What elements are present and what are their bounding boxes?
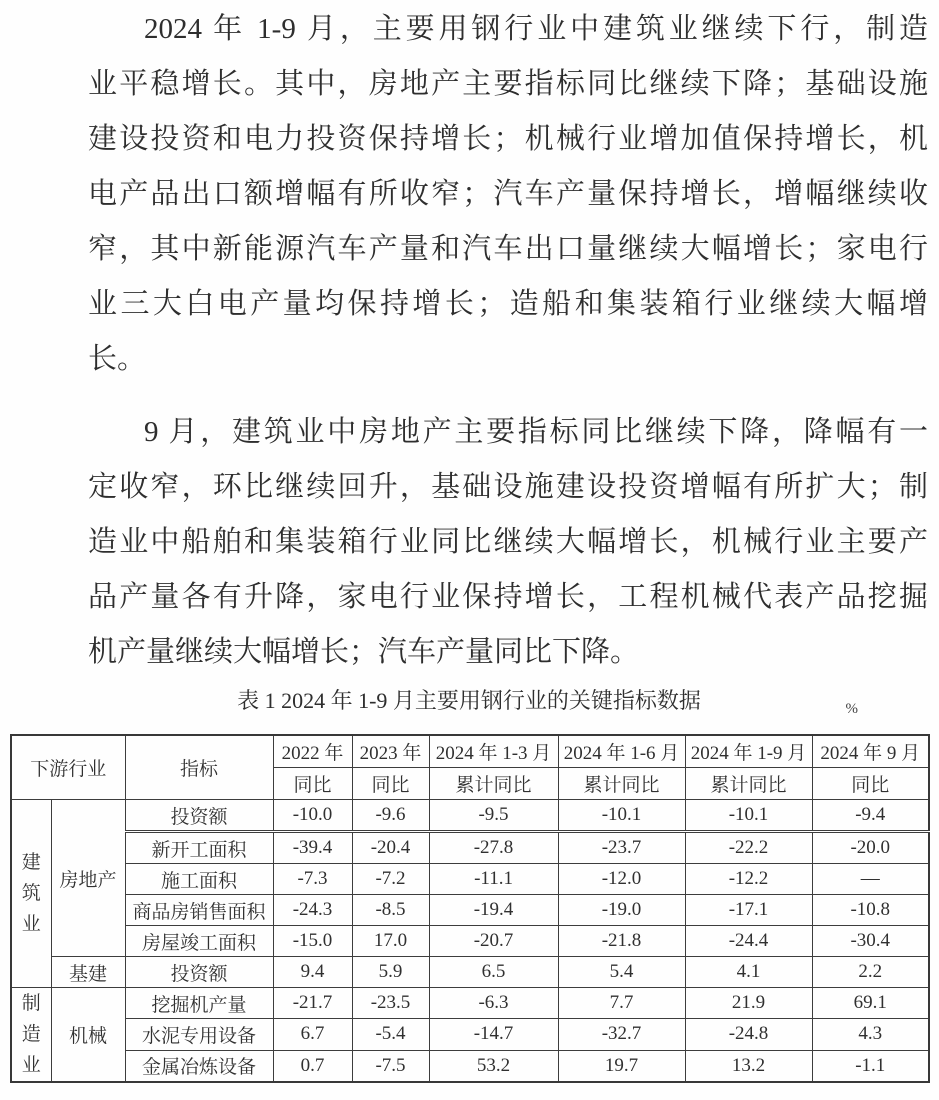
- header-period: 2024 年 9 月: [812, 735, 929, 768]
- header-period: 2024 年 1-9 月: [685, 735, 812, 768]
- value-cell: 6.7: [273, 1019, 352, 1050]
- value-cell: -19.4: [429, 895, 558, 926]
- value-cell: -39.4: [273, 832, 352, 864]
- text-line: 业平稳增长。其中，房地产主要指标同比继续下降；基础设施: [88, 68, 928, 100]
- sector-infrastructure: 基建: [51, 957, 125, 988]
- value-cell: -23.5: [352, 988, 429, 1019]
- percent-unit-label: %: [845, 701, 858, 717]
- header-metric: 累计同比: [685, 768, 812, 800]
- header-metric: 累计同比: [429, 768, 558, 800]
- paragraph-overview: [88, 2, 928, 387]
- value-cell: -9.6: [352, 800, 429, 832]
- header-indicator: 指标: [125, 735, 273, 800]
- value-cell: -1.1: [812, 1050, 929, 1082]
- value-cell: -30.4: [812, 926, 929, 957]
- header-period: 2023 年: [352, 735, 429, 768]
- value-cell: 17.0: [352, 926, 429, 957]
- text-line: 品产量各有升降，家电行业保持增长，工程机械代表产品挖掘: [88, 581, 928, 613]
- value-cell: -9.5: [429, 800, 558, 832]
- value-cell: -5.4: [352, 1019, 429, 1050]
- key-indicators-table: [10, 734, 930, 1083]
- table-row: [11, 926, 929, 957]
- text-line: 造业中船舶和集装箱行业同比继续大幅增长，机械行业主要产: [88, 526, 928, 558]
- value-cell: -20.7: [429, 926, 558, 957]
- value-cell: -21.8: [558, 926, 685, 957]
- value-cell: 21.9: [685, 988, 812, 1019]
- value-cell: -10.0: [273, 800, 352, 832]
- indicator-cell: 金属冶炼设备: [125, 1050, 273, 1082]
- value-cell: -24.4: [685, 926, 812, 957]
- value-cell: 5.4: [558, 957, 685, 988]
- value-cell: -8.5: [352, 895, 429, 926]
- header-period: 2024 年 1-3 月: [429, 735, 558, 768]
- indicator-cell: 投资额: [125, 957, 273, 988]
- value-cell: -15.0: [273, 926, 352, 957]
- industry-manufacturing: 制造业: [11, 988, 51, 1083]
- header-metric: 同比: [352, 768, 429, 800]
- value-cell: -27.8: [429, 832, 558, 864]
- value-cell: -24.8: [685, 1019, 812, 1050]
- value-cell: 53.2: [429, 1050, 558, 1082]
- value-cell: -7.5: [352, 1050, 429, 1082]
- table-row: [11, 957, 929, 988]
- indicator-cell: 商品房销售面积: [125, 895, 273, 926]
- value-cell: 4.1: [685, 957, 812, 988]
- header-metric: 同比: [273, 768, 352, 800]
- sector-machinery: 机械: [51, 988, 125, 1083]
- table-row: [11, 1050, 929, 1082]
- table-row: [11, 1019, 929, 1050]
- value-cell: —: [812, 864, 929, 895]
- value-cell: -22.2: [685, 832, 812, 864]
- text-line: 机产量继续大幅增长；汽车产量同比下降。: [88, 636, 640, 668]
- value-cell: -12.2: [685, 864, 812, 895]
- text-line: 窄，其中新能源汽车产量和汽车出口量继续大幅增长；家电行: [88, 233, 928, 265]
- industry-construction: 建筑业: [11, 800, 51, 988]
- value-cell: 2.2: [812, 957, 929, 988]
- value-cell: 5.9: [352, 957, 429, 988]
- text-line: 电产品出口额增幅有所收窄；汽车产量保持增长，增幅继续收: [88, 178, 928, 210]
- text-line: 建设投资和电力投资保持增长；机械行业增加值保持增长，机: [88, 123, 928, 155]
- value-cell: 13.2: [685, 1050, 812, 1082]
- value-cell: -11.1: [429, 864, 558, 895]
- indicator-cell: 挖掘机产量: [125, 988, 273, 1019]
- value-cell: -12.0: [558, 864, 685, 895]
- text-line: 9 月，建筑业中房地产主要指标同比继续下降，降幅有一: [144, 416, 928, 448]
- value-cell: -20.4: [352, 832, 429, 864]
- value-cell: 7.7: [558, 988, 685, 1019]
- value-cell: -7.3: [273, 864, 352, 895]
- table-caption: [10, 684, 928, 718]
- paragraph-september: [88, 405, 928, 680]
- value-cell: -10.8: [812, 895, 929, 926]
- table-caption-text: 表 1 2024 年 1-9 月主要用钢行业的关键指标数据: [237, 688, 701, 713]
- sector-real-estate: 房地产: [51, 800, 125, 957]
- value-cell: -6.3: [429, 988, 558, 1019]
- value-cell: -21.7: [273, 988, 352, 1019]
- value-cell: -17.1: [685, 895, 812, 926]
- indicator-cell: 新开工面积: [125, 832, 273, 864]
- table-row: [11, 800, 929, 832]
- header-downstream-industry: 下游行业: [11, 735, 125, 800]
- value-cell: -14.7: [429, 1019, 558, 1050]
- value-cell: -19.0: [558, 895, 685, 926]
- indicator-cell: 施工面积: [125, 864, 273, 895]
- value-cell: -20.0: [812, 832, 929, 864]
- text-line: 长。: [88, 343, 147, 375]
- text-line: 2024 年 1-9 月，主要用钢行业中建筑业继续下行，制造: [144, 13, 928, 45]
- table-row: [11, 988, 929, 1019]
- value-cell: 6.5: [429, 957, 558, 988]
- indicator-cell: 房屋竣工面积: [125, 926, 273, 957]
- text-line: 业三大白电产量均保持增长；造船和集装箱行业继续大幅增: [88, 288, 928, 320]
- value-cell: 0.7: [273, 1050, 352, 1082]
- header-period: 2024 年 1-6 月: [558, 735, 685, 768]
- value-cell: -9.4: [812, 800, 929, 832]
- value-cell: -23.7: [558, 832, 685, 864]
- value-cell: -10.1: [558, 800, 685, 832]
- header-metric: 累计同比: [558, 768, 685, 800]
- text-line: 定收窄，环比继续回升，基础设施建设投资增幅有所扩大；制: [88, 471, 928, 503]
- value-cell: 4.3: [812, 1019, 929, 1050]
- value-cell: 9.4: [273, 957, 352, 988]
- value-cell: 69.1: [812, 988, 929, 1019]
- value-cell: 19.7: [558, 1050, 685, 1082]
- value-cell: -24.3: [273, 895, 352, 926]
- value-cell: -32.7: [558, 1019, 685, 1050]
- header-metric: 同比: [812, 768, 929, 800]
- header-period: 2022 年: [273, 735, 352, 768]
- indicator-cell: 水泥专用设备: [125, 1019, 273, 1050]
- table-row: [11, 864, 929, 895]
- table-row: [11, 895, 929, 926]
- indicator-cell: 投资额: [125, 800, 273, 832]
- table-row: [11, 832, 929, 864]
- value-cell: -10.1: [685, 800, 812, 832]
- value-cell: -7.2: [352, 864, 429, 895]
